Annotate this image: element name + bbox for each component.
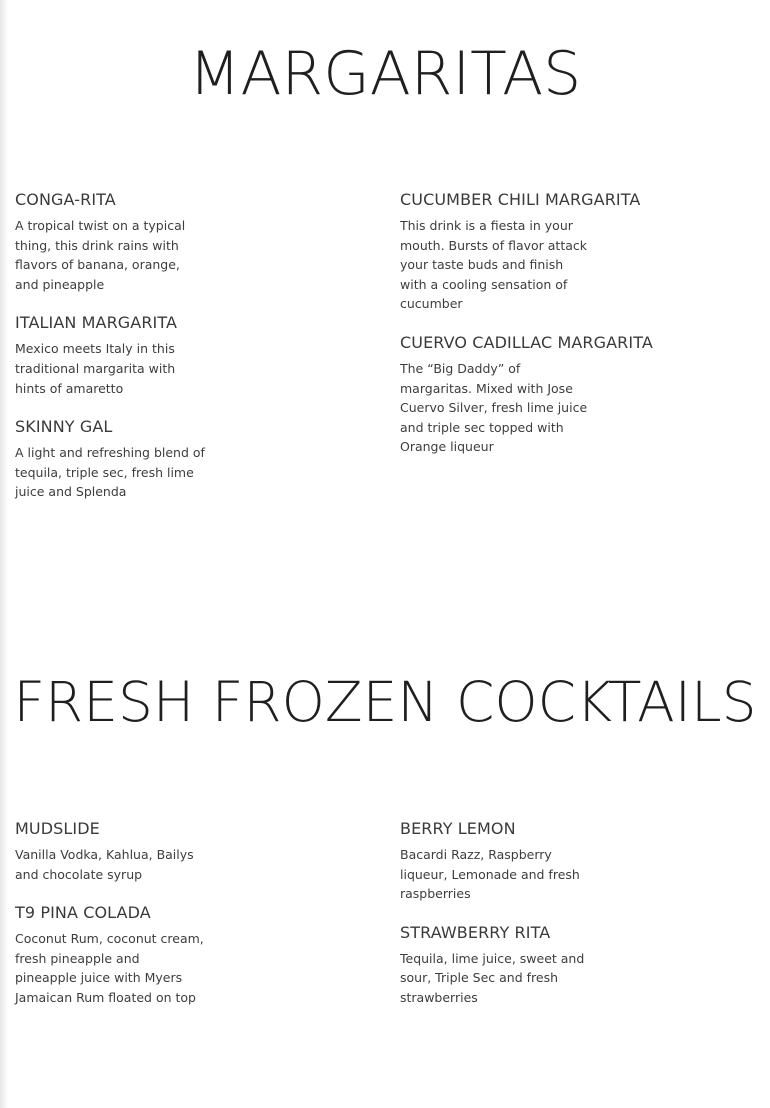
menu-item-name: MUDSLIDE [15, 819, 100, 838]
menu-item-name: CUERVO CADILLAC MARGARITA [400, 332, 653, 352]
section-title-margaritas: MARGARITAS [188, 39, 582, 109]
frozen-right-column [400, 818, 650, 1026]
menu-item [400, 922, 650, 1008]
menu-item [15, 312, 265, 398]
menu-item [400, 818, 650, 904]
menu-item-name: STRAWBERRY RITA [400, 922, 551, 942]
menu-item-name: SKINNY GAL [15, 417, 113, 437]
menu-item [400, 332, 653, 457]
menu-item-description: Vanilla Vodka, Kahlua, Bailys and chocolate syrup [15, 847, 194, 882]
menu-item-description: Coconut Rum, coconut cream, fresh pineapple and pineapple juice with Myers Jamaican Rum floated on top [15, 931, 204, 1005]
menu-item-name: CUCUMBER CHILI MARGARITA [400, 190, 641, 209]
menu-item-description: This drink is a fiesta in your mouth. Bursts of flavor attack your taste buds and finish with a cooling sensation of cucumber [400, 218, 587, 312]
menu-item-description: A tropical twist on a typical thing, this drink rains with flavors of banana, orange, and pineapple [15, 218, 186, 292]
section-title-fresh-frozen-cocktails: FRESH FROZEN COCKTAILS [13, 670, 757, 734]
page-edge-shadow [0, 0, 8, 1108]
menu-item [15, 189, 265, 294]
menu-item-description: A light and refreshing blend of tequila, triple sec, fresh lime juice and Splenda [15, 445, 205, 500]
menu-item-description: Bacardi Razz, Raspberry liqueur, Lemonade and fresh raspberries [400, 847, 580, 902]
menu-item-description: The “Big Daddy” of margaritas. Mixed with Jose Cuervo Silver, fresh lime juice and triple sec topped with Orange liqueur [400, 360, 588, 455]
menu-item-name: ITALIAN MARGARITA [15, 313, 178, 333]
frozen-left-column [15, 818, 265, 1026]
menu-item [15, 818, 265, 884]
menu-item-name: T9 PINA COLADA [15, 903, 151, 923]
menu-item [400, 189, 650, 314]
menu-item [15, 416, 265, 502]
menu-item-name: CONGA-RITA [15, 190, 116, 209]
menu-item-name: BERRY LEMON [400, 819, 516, 838]
menu-item-description: Mexico meets Italy in this traditional margarita with hints of amaretto [15, 341, 176, 396]
menu-item-description: Tequila, lime juice, sweet and sour, Triple Sec and fresh strawberries [400, 950, 585, 1005]
margaritas-left-column [15, 189, 265, 520]
menu-item [15, 902, 265, 1007]
margaritas-right-column [400, 189, 653, 475]
